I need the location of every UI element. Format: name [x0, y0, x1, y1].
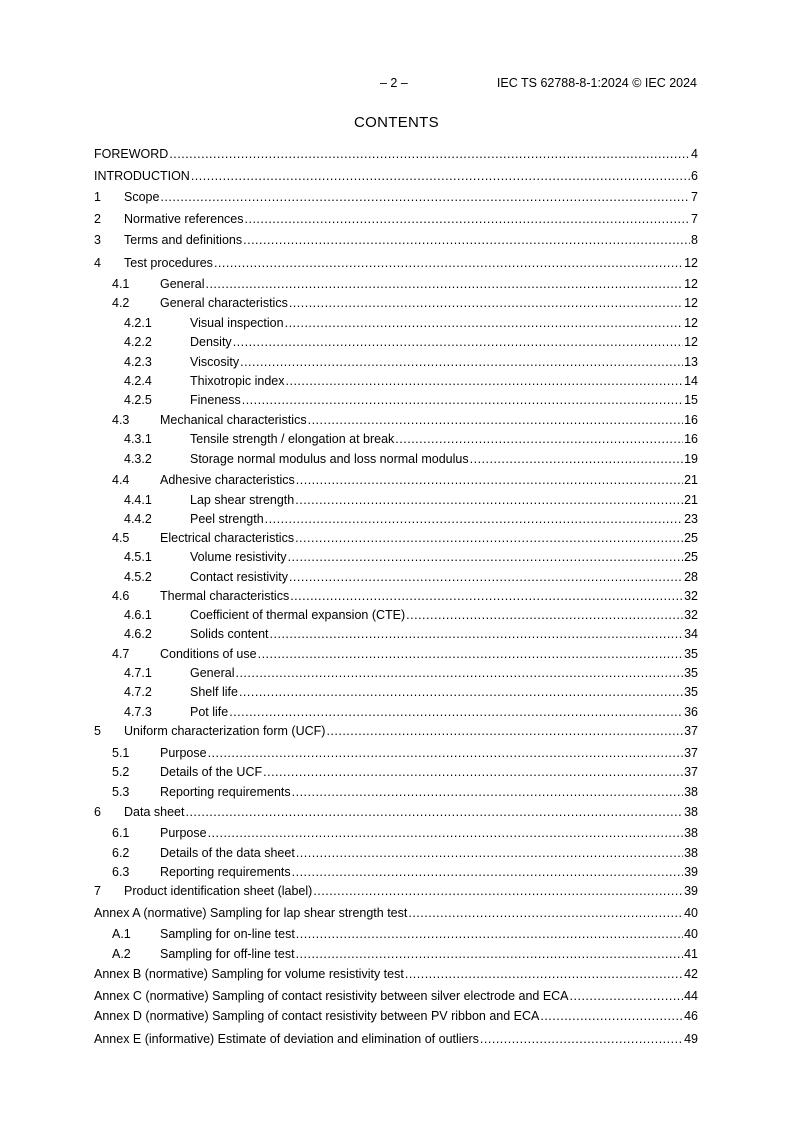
toc-entry-page: 19 [684, 452, 698, 466]
dot-leader [214, 256, 683, 270]
toc-entry-page: 4 [691, 147, 698, 161]
toc-entry-title: Scope [124, 190, 160, 204]
toc-entry-title: Annex E (informative) Estimate of deviation and elimination of outliers [94, 1032, 479, 1046]
toc-entry[interactable] [94, 989, 698, 1007]
toc-entry-page: 32 [684, 608, 698, 622]
toc-entry-title: Annex B (normative) Sampling for volume resistivity test [94, 967, 404, 981]
toc-entry[interactable] [94, 473, 698, 491]
toc-entry-page: 7 [691, 190, 698, 204]
toc-entry-page: 25 [684, 550, 698, 564]
toc-entry-title: Purpose [160, 826, 207, 840]
toc-entry-number: 4.3 [112, 413, 130, 427]
toc-entry-number: 4.5 [112, 531, 130, 545]
toc-entry-title: Visual inspection [190, 316, 284, 330]
toc-entry-title: Terms and definitions [124, 233, 243, 247]
toc-entry-number: 6 [94, 805, 101, 819]
dot-leader [288, 550, 684, 564]
toc-entry-page: 28 [684, 570, 698, 584]
dot-leader [296, 846, 683, 860]
dot-leader [295, 493, 683, 507]
toc-entry-number: 6.1 [112, 826, 130, 840]
toc-entry-number: 4.2.1 [124, 316, 152, 330]
toc-entry-title: Adhesive characteristics [160, 473, 295, 487]
toc-entry[interactable] [94, 805, 698, 823]
toc-entry[interactable] [94, 666, 698, 684]
dot-leader [265, 512, 683, 526]
toc-entry-number: 6.2 [112, 846, 130, 860]
toc-entry-page: 16 [684, 413, 698, 427]
dot-leader [185, 805, 683, 819]
toc-entry[interactable] [94, 316, 698, 334]
dot-leader [285, 316, 684, 330]
toc-entry-title: Peel strength [190, 512, 264, 526]
toc-entry-number: 4.7.2 [124, 685, 152, 699]
toc-entry-number: 4.2.3 [124, 355, 152, 369]
toc-entry-page: 7 [691, 212, 698, 226]
toc-entry[interactable] [94, 884, 698, 902]
toc-entry[interactable] [94, 846, 698, 864]
toc-entry[interactable] [94, 608, 698, 626]
toc-entry-number: 4.2.5 [124, 393, 152, 407]
toc-entry[interactable] [94, 1009, 698, 1027]
toc-entry-page: 12 [684, 277, 698, 291]
toc-entry[interactable] [94, 432, 698, 450]
toc-entry-number: 4.7.3 [124, 705, 152, 719]
toc-entry-title: Conditions of use [160, 647, 257, 661]
toc-entry[interactable] [94, 826, 698, 844]
toc-entry[interactable] [94, 190, 698, 208]
toc-entry-title: Density [190, 335, 232, 349]
toc-entry-title: Viscosity [190, 355, 240, 369]
toc-entry-title: Shelf life [190, 685, 238, 699]
toc-entry-number: 4.2.4 [124, 374, 152, 388]
toc-entry-page: 34 [684, 627, 698, 641]
toc-entry-title: Reporting requirements [160, 865, 291, 879]
toc-entry[interactable] [94, 413, 698, 431]
toc-entry-number: 5.1 [112, 746, 130, 760]
toc-entry[interactable] [94, 374, 698, 392]
toc-entry[interactable] [94, 277, 698, 295]
toc-entry-number: 7 [94, 884, 101, 898]
toc-entry[interactable] [94, 627, 698, 645]
toc-entry[interactable] [94, 647, 698, 665]
toc-entry-title: Details of the UCF [160, 765, 263, 779]
dot-leader [208, 746, 684, 760]
toc-entry[interactable] [94, 927, 698, 945]
toc-entry-title: Details of the data sheet [160, 846, 295, 860]
toc-entry[interactable] [94, 355, 698, 373]
toc-entry-title: Coefficient of thermal expansion (CTE) [190, 608, 406, 622]
dot-leader [289, 570, 683, 584]
dot-leader [292, 865, 683, 879]
toc-entry-number: 4.3.1 [124, 432, 152, 446]
toc-entry[interactable] [94, 147, 698, 165]
toc-entry[interactable] [94, 531, 698, 549]
toc-entry-number: 6.3 [112, 865, 130, 879]
dot-leader [295, 531, 683, 545]
toc-entry-number: 1 [94, 190, 101, 204]
toc-entry-page: 15 [684, 393, 698, 407]
toc-entry-number: 4.2 [112, 296, 130, 310]
dot-leader [270, 627, 684, 641]
standard-reference: IEC TS 62788-8-1:2024 © IEC 2024 [496, 76, 697, 90]
toc-entry-page: 42 [684, 967, 698, 981]
contents-title: CONTENTS [354, 114, 439, 131]
toc-entry-page: 8 [691, 233, 698, 247]
toc-entry-number: 4.6.1 [124, 608, 152, 622]
dot-leader [240, 355, 683, 369]
toc-entry-title: Tensile strength / elongation at break [190, 432, 395, 446]
page-number: – 2 – [380, 76, 408, 90]
toc-entry[interactable] [94, 335, 698, 353]
toc-entry-title: Pot life [190, 705, 229, 719]
dot-leader [296, 947, 684, 961]
toc-entry-title: Storage normal modulus and loss normal modulus [190, 452, 469, 466]
dot-leader [570, 989, 684, 1003]
toc-entry-page: 35 [684, 647, 698, 661]
toc-entry-page: 46 [684, 1009, 698, 1023]
toc-entry-title: Annex D (normative) Sampling of contact resistivity between PV ribbon and ECA [94, 1009, 540, 1023]
dot-leader [289, 296, 683, 310]
toc-entry-title: Thermal characteristics [160, 589, 290, 603]
toc-entry-page: 49 [684, 1032, 698, 1046]
toc-entry-title: General [190, 666, 235, 680]
toc-entry-title: Purpose [160, 746, 207, 760]
toc-entry-page: 23 [684, 512, 698, 526]
toc-entry[interactable] [94, 746, 698, 764]
toc-entry-number: 4.5.1 [124, 550, 152, 564]
toc-entry-title: Solids content [190, 627, 269, 641]
toc-entry-number: 4.6 [112, 589, 130, 603]
toc-entry-page: 35 [684, 685, 698, 699]
toc-entry[interactable] [94, 452, 698, 470]
toc-entry-page: 32 [684, 589, 698, 603]
toc-entry-title: Electrical characteristics [160, 531, 295, 545]
dot-leader [243, 233, 690, 247]
toc-entry-number: 4.4.2 [124, 512, 152, 526]
toc-entry-page: 6 [691, 169, 698, 183]
toc-entry[interactable] [94, 906, 698, 924]
toc-entry[interactable] [94, 785, 698, 803]
toc-entry-title: Uniform characterization form (UCF) [124, 724, 326, 738]
dot-leader [239, 685, 683, 699]
toc-entry[interactable] [94, 169, 698, 187]
toc-entry[interactable] [94, 685, 698, 703]
toc-entry-page: 41 [684, 947, 698, 961]
toc-entry-number: 4.3.2 [124, 452, 152, 466]
dot-leader [408, 906, 683, 920]
toc-entry[interactable] [94, 570, 698, 588]
toc-entry[interactable] [94, 493, 698, 511]
toc-entry-title: Product identification sheet (label) [124, 884, 313, 898]
toc-entry-number: 5.2 [112, 765, 130, 779]
toc-entry[interactable] [94, 724, 698, 742]
toc-entry-number: 5.3 [112, 785, 130, 799]
toc-entry[interactable] [94, 1032, 698, 1050]
toc-entry-number: 4.5.2 [124, 570, 152, 584]
toc-entry[interactable] [94, 947, 698, 965]
toc-entry-page: 37 [684, 765, 698, 779]
toc-entry[interactable] [94, 765, 698, 783]
dot-leader [470, 452, 683, 466]
dot-leader [406, 608, 683, 622]
toc-entry-page: 13 [684, 355, 698, 369]
toc-entry-page: 38 [684, 826, 698, 840]
toc-entry-page: 21 [684, 493, 698, 507]
toc-entry-title: Sampling for off-line test [160, 947, 295, 961]
dot-leader [296, 473, 683, 487]
toc-entry-page: 39 [684, 884, 698, 898]
toc-entry[interactable] [94, 589, 698, 607]
dot-leader [160, 190, 690, 204]
toc-entry-page: 35 [684, 666, 698, 680]
toc-entry-number: 4.4 [112, 473, 130, 487]
toc-entry-page: 16 [684, 432, 698, 446]
toc-entry-title: Test procedures [124, 256, 213, 270]
toc-entry-title: Mechanical characteristics [160, 413, 307, 427]
toc-entry-title: Fineness [190, 393, 241, 407]
dot-leader [480, 1032, 683, 1046]
dot-leader [235, 666, 683, 680]
toc-entry[interactable] [94, 212, 698, 230]
toc-entry-title: Data sheet [124, 805, 185, 819]
dot-leader [263, 765, 683, 779]
toc-entry[interactable] [94, 967, 698, 985]
dot-leader [169, 147, 690, 161]
dot-leader [540, 1009, 683, 1023]
dot-leader [290, 589, 683, 603]
toc-entry[interactable] [94, 256, 698, 274]
toc-entry[interactable] [94, 865, 698, 883]
toc-entry-title: General [160, 277, 205, 291]
toc-entry-title: Lap shear strength [190, 493, 295, 507]
dot-leader [245, 212, 691, 226]
toc-entry-page: 44 [684, 989, 698, 1003]
dot-leader [191, 169, 690, 183]
toc-entry-page: 40 [684, 906, 698, 920]
toc-entry-title: Volume resistivity [190, 550, 287, 564]
dot-leader [308, 413, 684, 427]
toc-entry-page: 14 [684, 374, 698, 388]
toc-entry[interactable] [94, 512, 698, 530]
toc-entry-page: 25 [684, 531, 698, 545]
toc-entry[interactable] [94, 705, 698, 723]
toc-entry-page: 37 [684, 724, 698, 738]
dot-leader [292, 785, 683, 799]
toc-entry-page: 40 [684, 927, 698, 941]
toc-entry[interactable] [94, 296, 698, 314]
toc-entry-page: 12 [684, 335, 698, 349]
dot-leader [326, 724, 683, 738]
dot-leader [296, 927, 683, 941]
toc-entry-page: 38 [684, 846, 698, 860]
toc-entry-number: A.2 [112, 947, 131, 961]
dot-leader [258, 647, 684, 661]
toc-entry-number: 4 [94, 256, 101, 270]
toc-entry-title: Annex C (normative) Sampling of contact resistivity between silver electrode and ECA [94, 989, 569, 1003]
toc-entry-title: Reporting requirements [160, 785, 291, 799]
dot-leader [242, 393, 683, 407]
toc-entry-number: 4.7 [112, 647, 130, 661]
toc-entry-title: Sampling for on-line test [160, 927, 295, 941]
toc-entry-page: 21 [684, 473, 698, 487]
toc-entry-page: 37 [684, 746, 698, 760]
toc-entry-page: 39 [684, 865, 698, 879]
toc-entry-title: Contact resistivity [190, 570, 288, 584]
toc-entry-page: 36 [684, 705, 698, 719]
toc-entry-title: Normative references [124, 212, 244, 226]
toc-entry-title: FOREWORD [94, 147, 169, 161]
toc-entry[interactable] [94, 393, 698, 411]
dot-leader [395, 432, 683, 446]
toc-entry-number: A.1 [112, 927, 131, 941]
dot-leader [233, 335, 683, 349]
dot-leader [286, 374, 684, 388]
dot-leader [208, 826, 684, 840]
toc-entry-number: 4.1 [112, 277, 130, 291]
toc-entry-title: Thixotropic index [190, 374, 285, 388]
toc-entry[interactable] [94, 550, 698, 568]
toc-entry-page: 38 [684, 805, 698, 819]
toc-entry-number: 5 [94, 724, 101, 738]
dot-leader [229, 705, 683, 719]
toc-entry-page: 12 [684, 316, 698, 330]
toc-entry-number: 3 [94, 233, 101, 247]
toc-entry[interactable] [94, 233, 698, 251]
toc-entry-number: 4.4.1 [124, 493, 152, 507]
dot-leader [205, 277, 683, 291]
toc-entry-page: 12 [684, 256, 698, 270]
toc-entry-title: INTRODUCTION [94, 169, 190, 183]
toc-entry-number: 2 [94, 212, 101, 226]
toc-entry-number: 4.7.1 [124, 666, 152, 680]
toc-entry-title: Annex A (normative) Sampling for lap shear strength test [94, 906, 408, 920]
toc-entry-number: 4.2.2 [124, 335, 152, 349]
toc-entry-page: 12 [684, 296, 698, 310]
dot-leader [405, 967, 683, 981]
dot-leader [313, 884, 683, 898]
toc-entry-page: 38 [684, 785, 698, 799]
toc-entry-title: General characteristics [160, 296, 288, 310]
toc-entry-number: 4.6.2 [124, 627, 152, 641]
